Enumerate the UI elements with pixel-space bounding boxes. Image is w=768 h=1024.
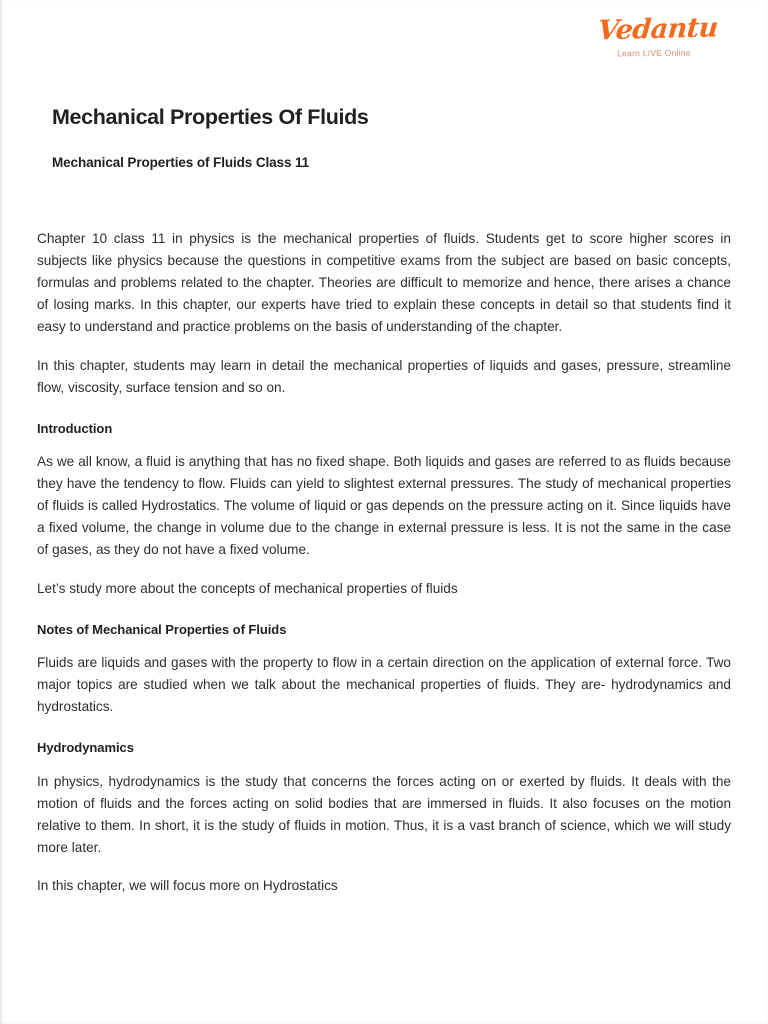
- hydrodynamics-paragraph-1: In physics, hydrodynamics is the study that concerns the forces acting on or exerted by fluids. It deals with the motion of fluids and the forces acting on solid bodies that are immersed in fluids. It also focuses on the motion relative to them. In short, it is the study of fluids in motion. Thus, it is a vast branch of science, which we will study more later.: [37, 774, 731, 856]
- document-content: [37, 104, 731, 897]
- section-heading-hydrodynamics: Hydrodynamics: [37, 740, 134, 756]
- intro-paragraph-2: In this chapter, students may learn in detail the mechanical properties of liquids and gases, pressure, streamline flow, viscosity, surface tension and so on.: [37, 357, 731, 395]
- section-heading-notes: Notes of Mechanical Properties of Fluids: [37, 621, 287, 637]
- vedantu-logo[interactable]: [596, 12, 719, 59]
- intro-paragraph-1: Chapter 10 class 11 in physics is the mechanical properties of fluids. Students get to score higher scores in subjects like physics because the questions in competitive exams from the subject are based on basic concepts, formulas and problems related to the chapter. Theories are difficult to memorize and hence, there arises a chance of losing marks. In this chapter, our experts have tried to explain these concepts in detail so that students find it easy to understand and practice problems on the basis of understanding of the chapter.: [37, 231, 731, 335]
- introduction-paragraph-1: As we all know, a fluid is anything that has no fixed shape. Both liquids and gases are referred to as fluids because they have the tendency to flow. Fluids can yield to slightest external pressures. The study of mechanical properties of fluids is called Hydrostatics. The volume of liquid or gas depends on the pressure acting on it. Since liquids have a fixed volume, the change in volume due to the change in external pressure is less. It is not the same in the case of gases, as they do not have a fixed volume.: [37, 454, 731, 558]
- vedantu-tagline: Learn LIVE Online: [617, 48, 691, 59]
- introduction-paragraph-2: Let’s study more about the concepts of mechanical properties of fluids: [37, 580, 458, 596]
- page-title: Mechanical Properties Of Fluids: [52, 105, 369, 129]
- notes-paragraph-1: Fluids are liquids and gases with the property to flow in a certain direction on the application of external force. Two major topics are studied when we talk about the mechanical properties of fluids. They are- hydrodynamics and hydrostatics.: [37, 655, 731, 715]
- hydrodynamics-paragraph-2: In this chapter, we will focus more on Hydrostatics: [37, 878, 338, 894]
- page-subtitle: Mechanical Properties of Fluids Class 11: [52, 154, 310, 170]
- vedantu-wordmark-icon: Vedantu: [596, 12, 719, 47]
- section-heading-introduction: Introduction: [37, 420, 113, 436]
